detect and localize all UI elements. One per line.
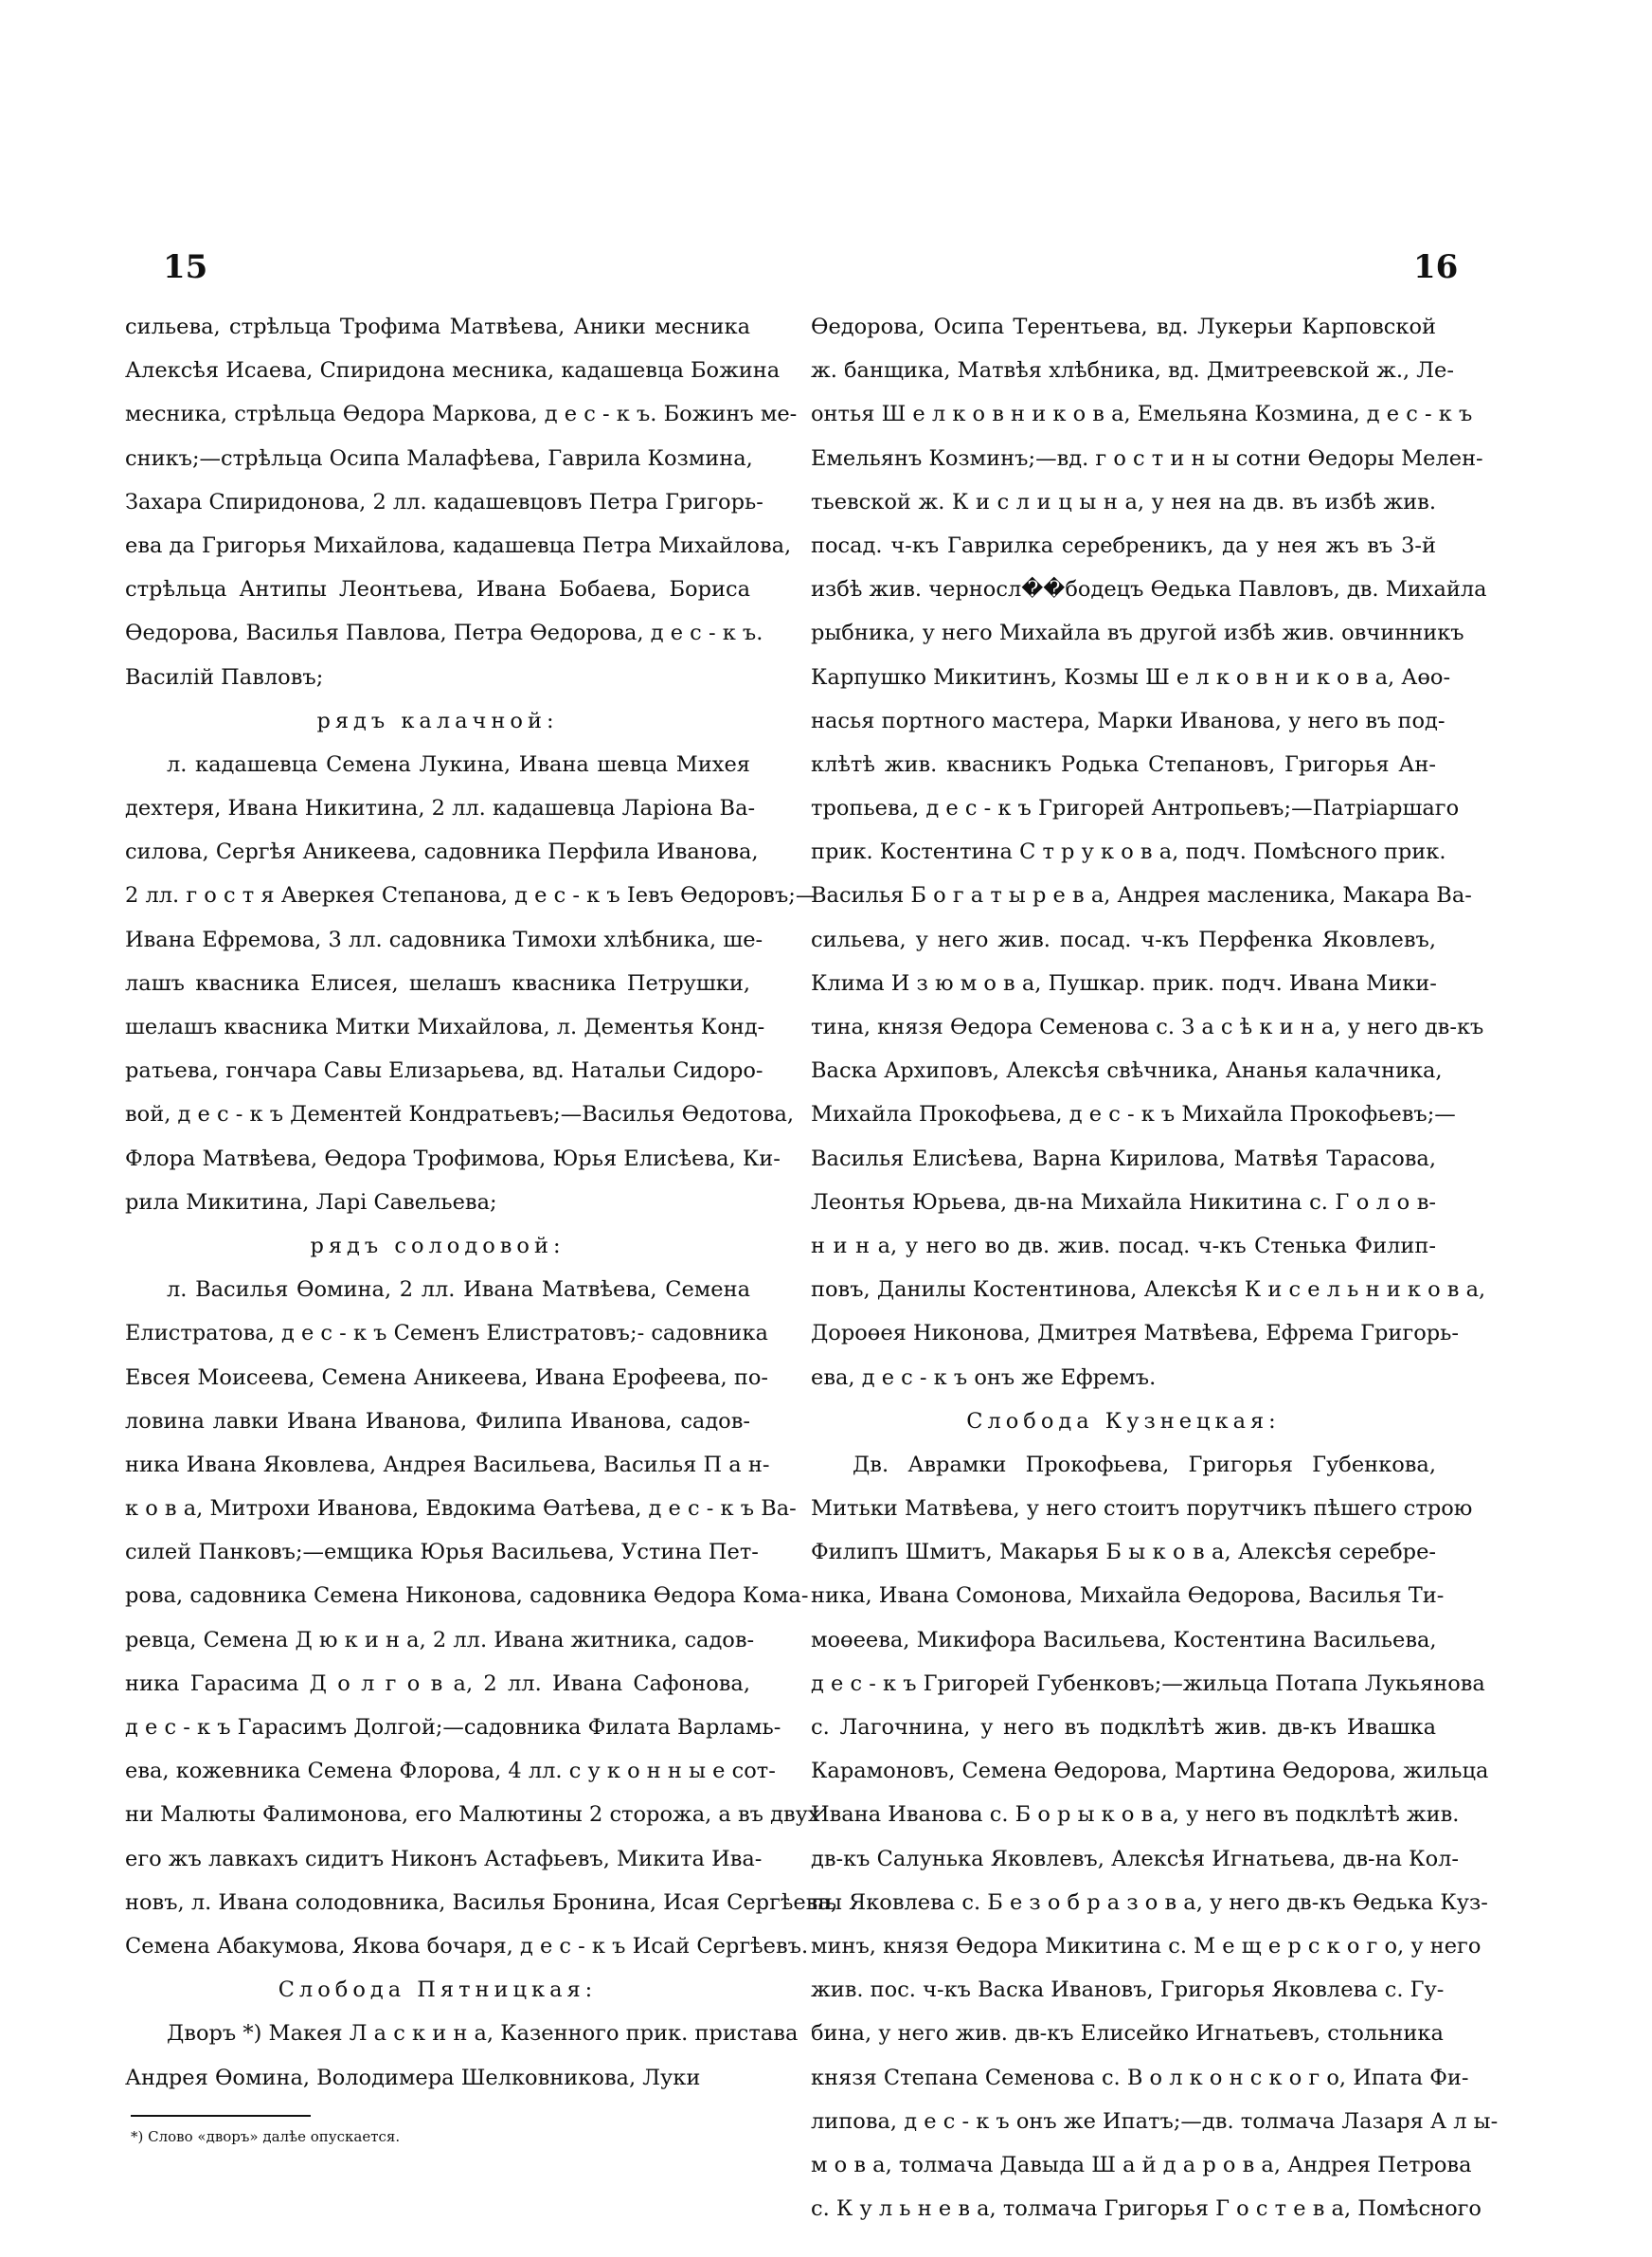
text-line: новъ, л. Ивана солодовника, Василья Бронина, Исая Сергѣева, <box>125 1889 837 1915</box>
text-line: ева да Григорья Михайлова, кадашевца Петра Михайлова, <box>125 533 792 558</box>
text-line: рила Микитина, Ларі Савельева; <box>125 1189 497 1215</box>
page-number-right: 16 <box>1413 248 1459 286</box>
text-line: ева, д е с - к ъ онъ же Ефремъ. <box>811 1364 1157 1390</box>
text-line: Өедорова, Василья Павлова, Петра Өедорова, д е с - к ъ. <box>125 621 763 646</box>
text-line: пы Яковлева с. Б е з о б р а з о в а, у него дв-къ Өедька Куз- <box>811 1889 1488 1915</box>
text-line: л. Василья Өомина, 2 лл. Ивана Матвѣева, Семена <box>167 1277 750 1303</box>
text-line: сильева, стрѣльца Трофима Матвѣева, Аники месника <box>125 315 750 339</box>
section-heading: Слобода Кузнецкая: <box>966 1408 1281 1434</box>
text-line: ника, Ивана Сомонова, Михайла Өедорова, Василья Ти- <box>811 1583 1445 1609</box>
right-column <box>811 305 1499 2230</box>
text-line: Василій Павловъ; <box>125 664 324 690</box>
text-line: с. Лагочнина, у него въ подклѣтѣ жив. дв-къ Ивашка <box>811 1715 1436 1740</box>
text-line: м о в а, толмача Давыда Ш а й д а р о в а, Андрея Петрова <box>811 2152 1472 2177</box>
section-heading: Слобода Пятницкая: <box>278 1977 598 2003</box>
text-line: рыбника, у него Михайла въ другой избѣ жив. овчинникъ <box>811 621 1464 646</box>
text-line: д е с - к ъ Григорей Губенковъ;—жильца Потапа Лукьянова <box>811 1670 1485 1696</box>
text-line: ловина лавки Ивана Иванова, Филипа Иванова, садов- <box>125 1408 750 1434</box>
text-line: тропьева, д е с - к ъ Григорей Антропьевъ;—Патріаршаго <box>811 796 1460 822</box>
text-line: ратьева, гончара Савы Елизарьева, вд. Натальи Сидоро- <box>125 1058 763 1084</box>
text-line: моөеева, Микифора Васильева, Костентина Васильева, <box>811 1627 1437 1652</box>
footnote-divider <box>131 2115 311 2117</box>
text-line: липова, д е с - к ъ онъ же Ипатъ;—дв. толмача Лазаря А л ы- <box>811 2108 1499 2134</box>
text-line: Василья Б о г а т ы р е в а, Андрея масленика, Макара Ва- <box>811 883 1472 909</box>
text-line: 2 лл. г о с т я Аверкея Степанова, д е с - к ъ Іевъ Өедоровъ;— <box>125 883 817 909</box>
text-line: Филипъ Шмитъ, Макарья Б ы к о в а, Алексѣя серебре- <box>811 1540 1436 1565</box>
text-line: тина, князя Өедора Семенова с. З а с ѣ к и н а, у него дв-къ <box>811 1015 1484 1039</box>
text-line: дехтеря, Ивана Никитина, 2 лл. кадашевца Ларіона Ва- <box>125 796 756 822</box>
text-line: его жъ лавкахъ сидитъ Никонъ Астафьевъ, Микита Ива- <box>125 1846 763 1871</box>
page-number-left: 15 <box>163 248 208 286</box>
text-line: Семена Абакумова, Якова бочаря, д е с - к ъ Исай Сергѣевъ. <box>125 1933 809 1959</box>
text-line: Дворъ *) Макея Л а с к и н а, Казенного прик. пристава <box>167 2021 799 2047</box>
text-line: Васка Архиповъ, Алексѣя свѣчника, Ананья калачника, <box>811 1058 1443 1084</box>
text-line: Андрея Өомина, Володимера Шелковникова, Луки <box>125 2065 701 2090</box>
text-line: д е с - к ъ Гарасимъ Долгой;—садовника Филата Варламь- <box>125 1715 781 1740</box>
text-line: ревца, Семена Д ю к и н а, 2 лл. Ивана житника, садов- <box>125 1627 755 1652</box>
text-line: силей Панковъ;—емщика Юрья Васильева, Устина Пет- <box>125 1540 759 1565</box>
text-line: тьевской ж. К и с л и ц ы н а, у нея на дв. въ избѣ жив. <box>811 489 1436 515</box>
text-line: Леонтья Юрьева, дв-на Михайла Никитина с. Г о л о в- <box>811 1189 1436 1215</box>
text-line: Клима И з ю м о в а, Пушкар. прик. подч. Ивана Мики- <box>811 970 1437 996</box>
text-line: Дороөея Никонова, Дмитрея Матвѣева, Ефрема Григорь- <box>811 1321 1459 1346</box>
text-line: Ивана Ефремова, 3 лл. садовника Тимохи хлѣбника, ше- <box>125 927 763 952</box>
text-line: князя Степана Семенова с. В о л к о н с к о г о, Ипата Фи- <box>811 2065 1469 2090</box>
text-line: жив. пос. ч-къ Васка Ивановъ, Григорья Яковлева с. Гу- <box>811 1977 1445 2003</box>
text-line: силова, Сергѣя Аникеева, садовника Перфила Иванова, <box>125 840 759 865</box>
text-line: вой, д е с - к ъ Дементей Кондратьевъ;—Василья Өедотова, <box>125 1102 795 1128</box>
text-line: ника Гарасима Д о л г о в а, 2 лл. Ивана Сафонова, <box>125 1670 750 1696</box>
left-column <box>125 305 837 2100</box>
text-line: посад. ч-къ Гаврилка серебреникъ, да у нея жъ въ 3-й <box>811 533 1436 558</box>
text-line: минъ, князя Өедора Микитина с. М е щ е р с к о г о, у него <box>811 1933 1481 1959</box>
text-line: Флора Матвѣева, Өедора Трофимова, Юрья Елисѣева, Ки- <box>125 1146 781 1171</box>
text-line: Евсея Моисеева, Семена Аникеева, Ивана Ерофеева, по- <box>125 1364 768 1390</box>
section-heading: рядъ калачной: <box>316 708 559 733</box>
text-line: Митьки Матвѣева, у него стоитъ порутчикъ пѣшего строю <box>811 1496 1473 1522</box>
text-line: с. К у л ь н е в а, толмача Григорья Г о с т е в а, Помѣсного <box>811 2196 1481 2222</box>
text-line: ника Ивана Яковлева, Андрея Васильева, Василья П а н- <box>125 1452 770 1477</box>
text-line: Карпушко Микитинъ, Козмы Ш е л к о в н и к о в а, Аөо- <box>811 664 1451 690</box>
text-line: месника, стрѣльца Өедора Маркова, д е с - к ъ. Божинъ ме- <box>125 402 798 427</box>
text-line: прик. Костентина С т р у к о в а, подч. Помѣсного прик. <box>811 840 1446 865</box>
text-line: сильева, у него жив. посад. ч-къ Перфенка Яковлевъ, <box>811 927 1436 952</box>
text-line: Захара Спиридонова, 2 лл. кадашевцовъ Петра Григорь- <box>125 489 763 515</box>
text-line: Елистратова, д е с - к ъ Семенъ Елистратовъ;- садовника <box>125 1321 768 1346</box>
text-line: Карамоновъ, Семена Өедорова, Мартина Өедорова, жильца <box>811 1759 1489 1784</box>
section-heading: рядъ солодовой: <box>310 1233 566 1258</box>
text-line: повъ, Данилы Костентинова, Алексѣя К и с е л ь н и к о в а, <box>811 1277 1486 1303</box>
text-line: дв-къ Салунька Яковлевъ, Алексѣя Игнатьева, дв-на Кол- <box>811 1846 1460 1871</box>
text-line: лашъ квасника Елисея, шелашъ квасника Петрушки, <box>125 970 750 996</box>
text-line: л. кадашевца Семена Лукина, Ивана шевца Михея <box>167 751 750 777</box>
text-line: Алексѣя Исаева, Спиридона месника, кадашевца Божина <box>125 358 781 384</box>
footnote: *) Слово «дворъ» далѣе опускается. <box>131 2128 401 2145</box>
text-line: Василья Елисѣева, Варна Кирилова, Матвѣя Тарасова, <box>811 1146 1436 1171</box>
text-line: рова, садовника Семена Никонова, садовника Өедора Кома- <box>125 1583 809 1609</box>
text-line: к о в а, Митрохи Иванова, Евдокима Өатѣева, д е с - к ъ Ва- <box>125 1496 797 1522</box>
text-line: сникъ;—стрѣльца Осипа Малафѣева, Гаврила Козмина, <box>125 445 753 471</box>
text-line: насья портного мастера, Марки Иванова, у него въ под- <box>811 708 1446 733</box>
text-line: Михайла Прокофьева, д е с - к ъ Михайла Прокофьевъ;— <box>811 1102 1456 1128</box>
text-line: ева, кожевника Семена Флорова, 4 лл. с у к о н н ы е сот- <box>125 1759 776 1784</box>
text-line: Ивана Иванова с. Б о р ы к о в а, у него въ подклѣтѣ жив. <box>811 1802 1460 1828</box>
text-line: клѣтѣ жив. квасникъ Родька Степановъ, Григорья Ан- <box>811 751 1436 777</box>
text-line: стрѣльца Антипы Леонтьева, Ивана Бобаева, Бориса <box>125 577 750 603</box>
text-line: Дв. Аврамки Прокофьева, Григорья Губенкова, <box>853 1452 1436 1477</box>
text-line: бина, у него жив. дв-къ Елисейко Игнатьевъ, стольника <box>811 2021 1444 2047</box>
text-line: онтья Ш е л к о в н и к о в а, Емельяна Козмина, д е с - к ъ <box>811 402 1473 427</box>
text-line: избѣ жив. черносл��бодецъ Өедька Павловъ, дв. Михайла <box>811 577 1487 603</box>
text-line: шелашъ квасника Митки Михайлова, л. Дементья Конд- <box>125 1015 765 1039</box>
text-line: Өедорова, Осипа Терентьева, вд. Лукерьи Карповской <box>811 315 1436 339</box>
text-line: ж. банщика, Матвѣя хлѣбника, вд. Дмитреевской ж., Ле- <box>811 358 1454 384</box>
text-line: н и н а, у него во дв. жив. посад. ч-къ Стенька Филип- <box>811 1233 1436 1258</box>
text-line: Емельянъ Козминъ;—вд. г о с т и н ы сотни Өедоры Мелен- <box>811 445 1483 471</box>
text-line: ни Малюты Фалимонова, его Малютины 2 сторожа, а въ двух <box>125 1802 820 1828</box>
